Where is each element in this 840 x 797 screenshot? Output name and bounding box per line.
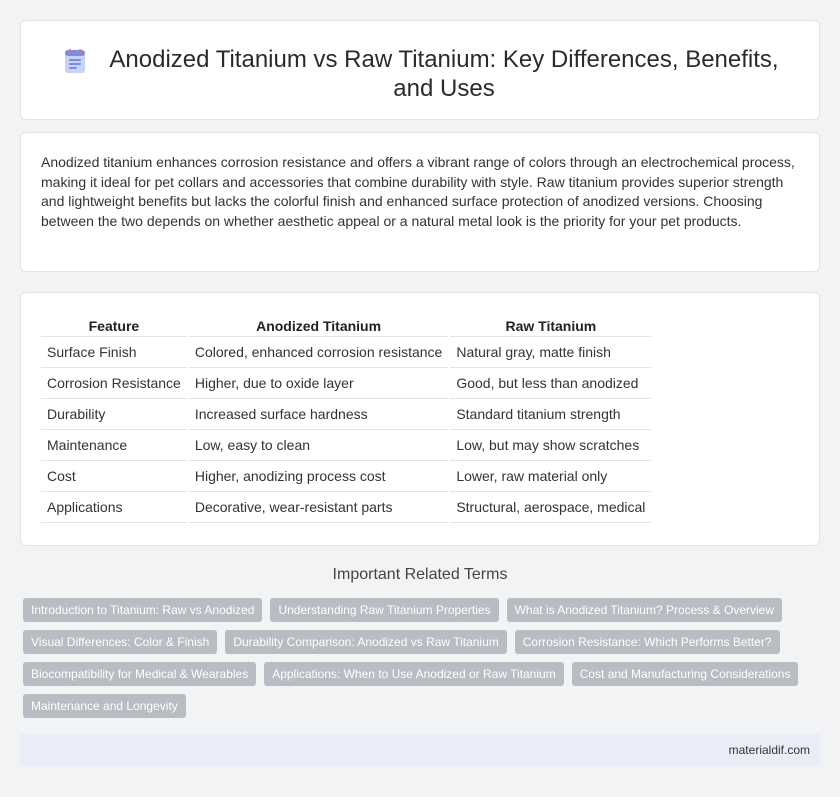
- related-term-link[interactable]: What is Anodized Titanium? Process & Overview: [507, 598, 782, 622]
- related-terms-title: Important Related Terms: [332, 566, 508, 583]
- table-cell: Good, but less than anodized: [449, 368, 651, 399]
- related-terms-list: [23, 598, 823, 718]
- table-cell: Lower, raw material only: [449, 461, 651, 492]
- table-cell: Standard titanium strength: [449, 399, 651, 430]
- table-cell: Structural, aerospace, medical: [449, 492, 651, 523]
- related-term-link[interactable]: Introduction to Titanium: Raw vs Anodized: [23, 598, 262, 622]
- column-header-anodized: Anodized Titanium: [188, 315, 449, 337]
- table-cell: Maintenance: [41, 430, 188, 461]
- table-cell: Surface Finish: [41, 337, 188, 368]
- related-term-link[interactable]: Maintenance and Longevity: [23, 694, 186, 718]
- document-icon: [61, 47, 89, 75]
- table-cell: Low, easy to clean: [188, 430, 449, 461]
- column-header-raw: Raw Titanium: [449, 315, 651, 337]
- table-row: [41, 461, 651, 492]
- page-title: Anodized Titanium vs Raw Titanium: Key Differences, Benefits, and Uses: [109, 46, 779, 102]
- table-header-row: [41, 315, 651, 337]
- related-term-link[interactable]: Corrosion Resistance: Which Performs Better?: [515, 630, 780, 654]
- related-term-link[interactable]: Visual Differences: Color & Finish: [23, 630, 217, 654]
- table-cell: Higher, anodizing process cost: [188, 461, 449, 492]
- table-cell: Increased surface hardness: [188, 399, 449, 430]
- header-card: [20, 20, 820, 120]
- related-term-link[interactable]: Understanding Raw Titanium Properties: [270, 598, 498, 622]
- table-cell: Natural gray, matte finish: [449, 337, 651, 368]
- table-row: [41, 337, 651, 368]
- table-cell: Low, but may show scratches: [449, 430, 651, 461]
- footer: [20, 734, 820, 766]
- table-cell: Corrosion Resistance: [41, 368, 188, 399]
- comparison-card: [20, 292, 820, 546]
- table-cell: Higher, due to oxide layer: [188, 368, 449, 399]
- table-cell: Decorative, wear-resistant parts: [188, 492, 449, 523]
- column-header-feature: Feature: [41, 315, 188, 337]
- footer-site-link[interactable]: materialdif.com: [728, 743, 810, 757]
- related-term-link[interactable]: Biocompatibility for Medical & Wearables: [23, 662, 256, 686]
- title-wrap: [21, 21, 819, 103]
- summary-card: [20, 132, 820, 272]
- table-cell: Applications: [41, 492, 188, 523]
- related-term-link[interactable]: Durability Comparison: Anodized vs Raw Titanium: [225, 630, 506, 654]
- table-cell: Colored, enhanced corrosion resistance: [188, 337, 449, 368]
- comparison-table: [41, 315, 651, 523]
- related-term-link[interactable]: Cost and Manufacturing Considerations: [572, 662, 799, 686]
- table-cell: Durability: [41, 399, 188, 430]
- related-term-link[interactable]: Applications: When to Use Anodized or Raw Titanium: [264, 662, 563, 686]
- table-cell: Cost: [41, 461, 188, 492]
- table-row: [41, 399, 651, 430]
- table-row: [41, 430, 651, 461]
- summary-text: Anodized titanium enhances corrosion resistance and offers a vibrant range of colors through an electrochemical process, making it ideal for pet collars and accessories that combine durability with style. Raw titanium provides superior strength and lightweight benefits but lacks the colorful finish and enhanced surface protection of anodized versions. Choosing between the two depends on whether aesthetic appeal or a natural metal look is the priority for your pet products.: [41, 154, 795, 229]
- table-row: [41, 492, 651, 523]
- table-row: [41, 368, 651, 399]
